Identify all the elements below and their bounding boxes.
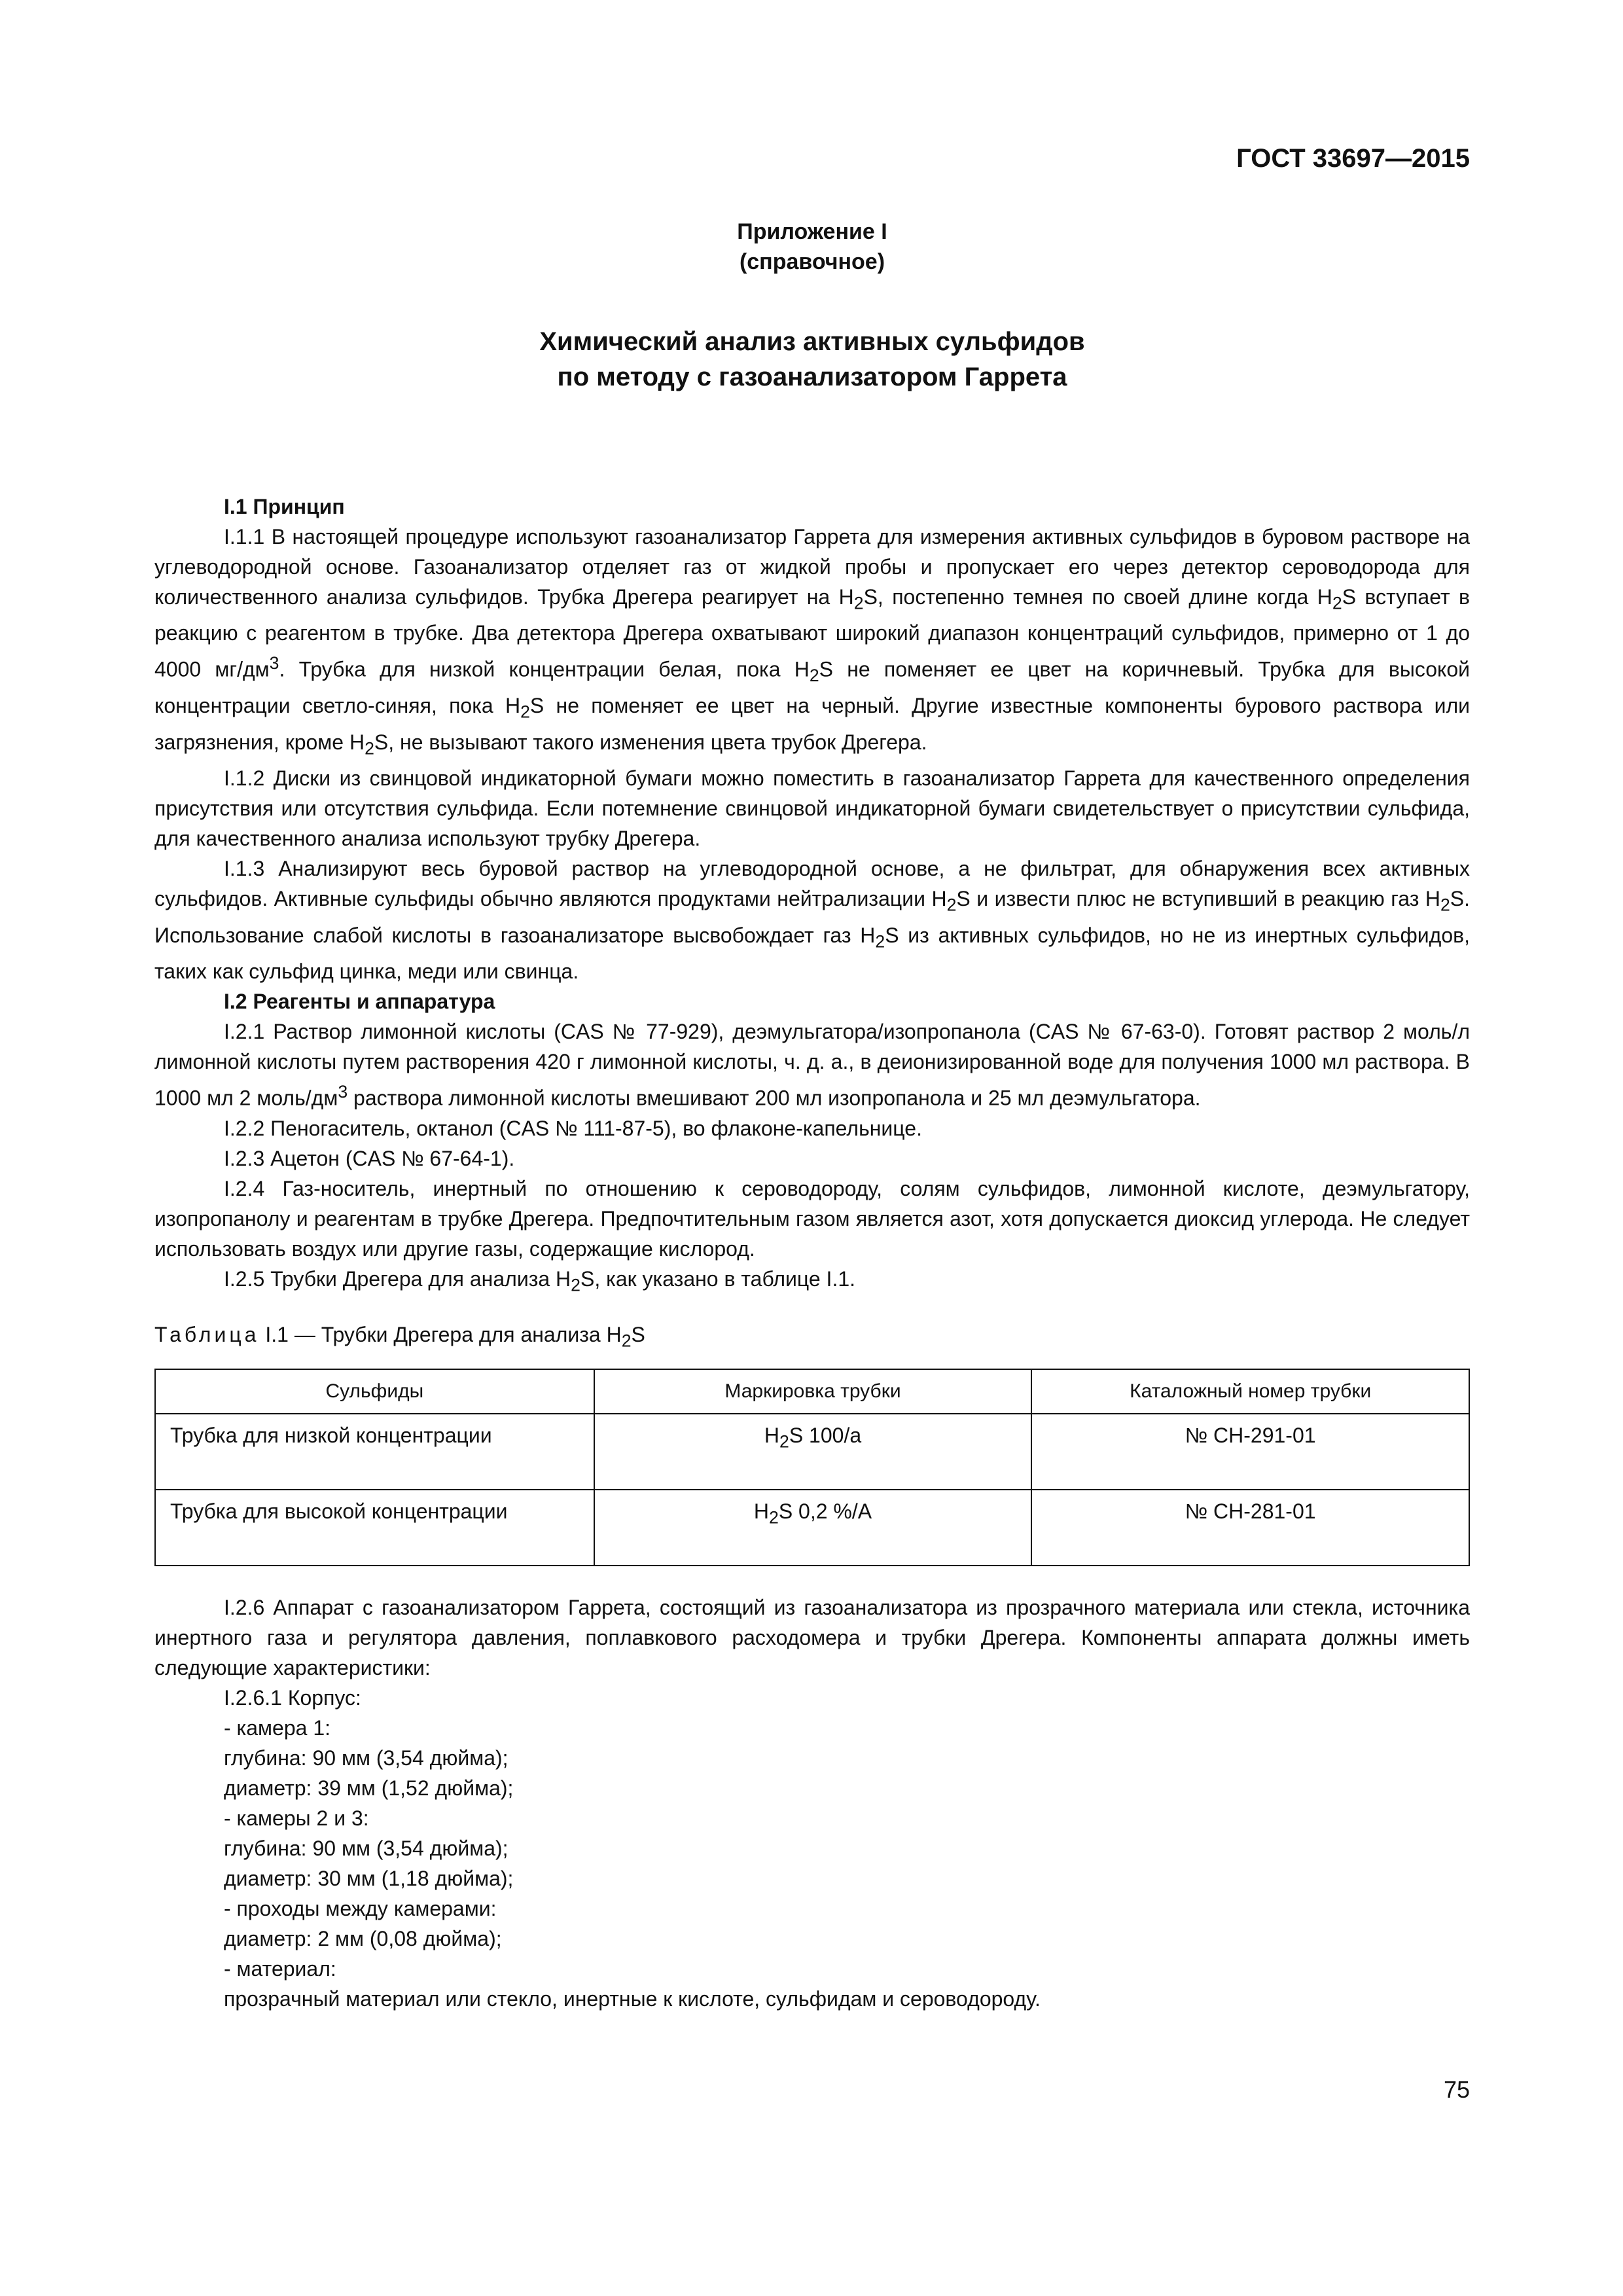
list-item: глубина: 90 мм (3,54 дюйма); [224,1746,508,1770]
column-header: Сульфиды [155,1369,594,1414]
appendix-label: Приложение I [737,219,887,244]
list-item: - материал: [224,1957,336,1981]
document-page [154,144,1470,2014]
paragraph-1-2-4: I.2.4 Газ-носитель, инертный по отношению к сероводороду, солям сульфидов, лимонной кислоте, деэмульгатору, изопропанолу и реагентам в трубке Дрегера. Предпочтительным газом является азот, хотя допускается диоксид углерода. Не следует использовать воздух или другие газы, содержащие кислород. [154,1176,1470,1261]
list-item: диаметр: 30 мм (1,18 дюйма); [224,1867,514,1891]
list-item: - проходы между камерами: [224,1897,497,1921]
table-cell-marking: $H_2S$ 100/a [594,1414,1032,1490]
list-item: I.2.6.1 Корпус: [224,1686,361,1710]
table-cell-catalog: № CH-281-01 [1031,1490,1469,1566]
list-item: прозрачный материал или стекло, инертные к кислоте, сульфидам и сероводороду. [224,1987,1041,2011]
title-line-2: по методу с газоанализатором Гаррета [557,363,1067,391]
paragraph-1-2-2: I.2.2 Пеногаситель, октанол (CAS № 111-87-5), во флаконе-капельнице. [224,1116,922,1140]
list-item: - камеры 2 и 3: [224,1806,369,1831]
table-caption: Таблица I.1 — Трубки Дрегера для анализа $H_2S$ [154,1323,645,1351]
section-heading-principle: I.1 Принцип [224,495,345,518]
paragraph-1-2-5: I.2.5 Трубки Дрегера для анализа $H_2S$, как указано в таблице I.1. [224,1266,856,1295]
column-header: Каталожный номер трубки [1031,1369,1469,1414]
list-item: глубина: 90 мм (3,54 дюйма); [224,1837,508,1861]
table-cell-catalog: № CH-291-01 [1031,1414,1469,1490]
paragraph-1-2-3: I.2.3 Ацетон (CAS № 67-64-1). [224,1146,515,1170]
appendix-title [154,324,1470,395]
apparatus-spec-list [154,1683,1470,2014]
table-row [155,1414,1469,1490]
standard-number: ГОСТ 33697—2015 [1236,144,1470,173]
paragraph-1-1-2: I.1.2 Диски из свинцовой индикаторной бумаги можно поместить в газоанализатор Гаррета для качественного определения присутствия или отсутствия сульфида. Если потемнение свинцовой индикаторной бумаги свидетельствует о присутствии сульфида, для качественного анализа используют трубку Дрегера. [154,766,1470,851]
table-cell-sulfide: Трубка для высокой концентрации [155,1490,594,1566]
appendix-type: (справочное) [739,249,885,274]
paragraph-1-1-1: I.1.1 В настоящей процедуре используют газоанализатор Гаррета для измерения активных сульфидов в буровом растворе на углеводородной основе. Газоанализатор отделяет газ от жидкой пробы и пропускает его через детектор сероводорода для количественного анализа сульфидов. Трубка Дрегера реагирует на $H_2S$, постепенно темнея по своей длине когда $H_2S$ вступает в реакцию с реагентом в трубке. Два детектора Дрегера охватывают широкий диапазон концентраций сульфидов, примерно от 1 до 4000 $мг/дм^3$. Трубка для низкой концентрации белая, пока $H_2S$ не поменяет ее цвет на коричневый. Трубка для высокой концентрации светло-синяя, пока $H_2S$ не поменяет ее цвет на черный. Другие известные компоненты бурового раствора или загрязнения, кроме $H_2S$, не вызывают такого изменения цвета трубок Дрегера. [154,525,1471,759]
section-heading-reagents: I.2 Реагенты и аппаратура [224,990,495,1013]
paragraph-1-2-6: I.2.6 Аппарат с газоанализатором Гаррета, состоящий из газоанализатора из прозрачного материала или стекла, источника инертного газа и регулятора давления, поплавкового расходомера и трубки Дрегера. Компоненты аппарата должны иметь следующие характеристики: [154,1596,1470,1680]
drager-tubes-table [154,1369,1470,1566]
paragraph-1-1-3: I.1.3 Анализируют весь буровой раствор на углеводородной основе, а не фильтрат, для обнаружения всех активных сульфидов. Активные сульфиды обычно являются продуктами нейтрализации $H_2S$ и извести плюс не вступивший в реакцию газ $H_2S$. Использование слабой кислоты в газоанализаторе высвобождает газ $H_2S$ из активных сульфидов, но не из инертных сульфидов, таких как сульфид цинка, меди или свинца. [154,857,1471,983]
list-item: - камера 1: [224,1716,331,1740]
title-line-1: Химический анализ активных сульфидов [539,327,1085,356]
table-row [155,1490,1469,1566]
table-header-row [155,1369,1469,1414]
paragraph-1-2-1: I.2.1 Раствор лимонной кислоты (CAS № 77-929), деэмульгатора/изопропанола (CAS № 67-63-0). Готовят раствор 2 моль/л лимонной кислоты путем растворения 420 г лимонной кислоты, ч. д. а., в деионизированной воде для получения 1000 мл раствора. В 1000 мл 2 моль/$дм^3$ раствора лимонной кислоты вмешивают 200 мл изопропанола и 25 мл деэмульгатора. [154,1020,1470,1110]
table-cell-marking: $H_2S$ 0,2 %/A [594,1490,1032,1566]
column-header: Маркировка трубки [594,1369,1032,1414]
page-number: 75 [1443,2076,1470,2103]
list-item: диаметр: 39 мм (1,52 дюйма); [224,1776,514,1801]
list-item: диаметр: 2 мм (0,08 дюйма); [224,1927,502,1951]
table-cell-sulfide: Трубка для низкой концентрации [155,1414,594,1490]
